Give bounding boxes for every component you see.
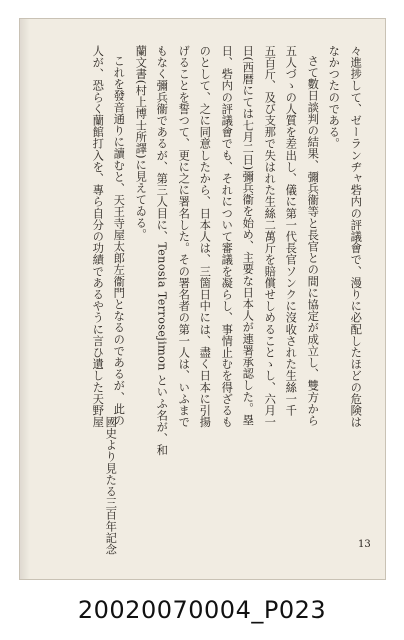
text-line-10: もなく彌兵衞であるが、第三人目に、Tenosia Terrosejimon といふ名が、和 bbox=[155, 45, 169, 456]
text-line-4: 五人づゝの人質を差出し、儀に第一代長官ソンクに沒收された生絲一千 bbox=[284, 45, 298, 417]
text-line-12: これを發音通りに讀むと、天王寺屋太郎左衞門となるのであるが、此の bbox=[112, 55, 126, 427]
text-line-9: げることを誓つて、更に之に署名した。その署名者の第一人は、いふまで bbox=[177, 45, 191, 428]
book-page bbox=[19, 18, 386, 580]
running-footer-title: 國史より見たる三百年記念 bbox=[104, 416, 118, 556]
catalog-id-caption: 20020070004_P023 bbox=[77, 596, 327, 624]
text-line-7: 日、砦内の評議會でも、それについて審議を凝らし、事情止むを得ざるも bbox=[220, 45, 234, 428]
text-line-1: 々進捗して、ゼーランヂャ砦内の評議會で、漫りに必配したほどの危険は bbox=[349, 45, 363, 428]
page-number: 13 bbox=[358, 539, 371, 550]
text-line-13: 人が、恐らく蘭館打入を、專ら自分の功績であるやうに言ひ遺した天野屋 bbox=[91, 45, 105, 428]
text-line-5: 五百斤、及び支那で失はれた生絲二萬斤を賠償せしめることゝし、六月一 bbox=[263, 45, 277, 428]
text-line-6: 日(西暦にては七月二日)彌兵衞を始め、主要な日本人が連署承認した。塁 bbox=[241, 45, 255, 426]
text-line-3: さて數日談判の結果、彌兵衞等と長官との間に協定が成立し、雙方から bbox=[306, 55, 320, 427]
text-line-2: なかつたのである。 bbox=[327, 45, 341, 150]
text-line-8: のとして、之に同意したから、日本人は、三箇日中には、盡く日本に引揚 bbox=[198, 45, 212, 428]
text-line-11: 蘭文書(村上博士所譯)に見えてゐる。 bbox=[134, 45, 148, 241]
